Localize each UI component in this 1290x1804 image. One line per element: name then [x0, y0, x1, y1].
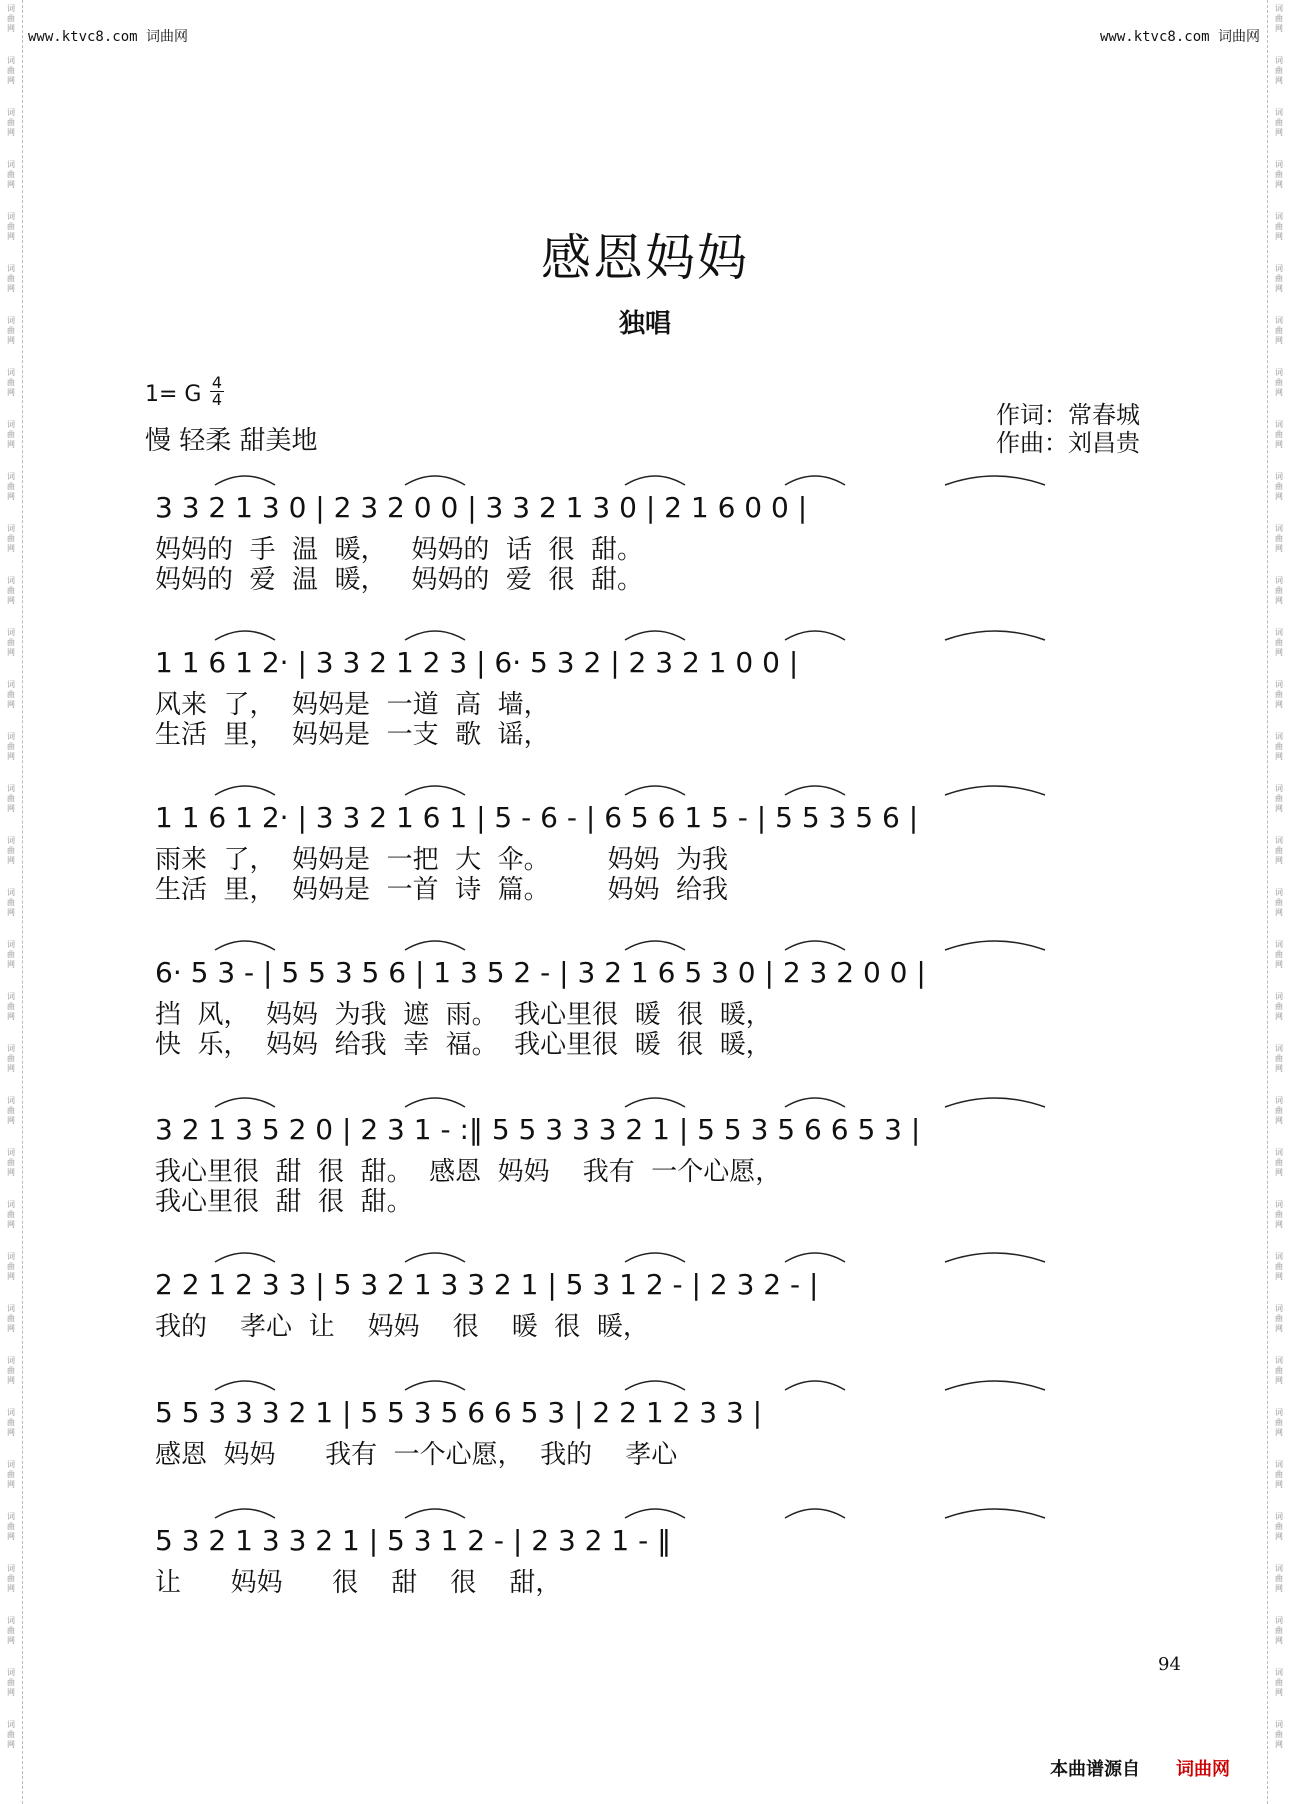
side-watermark-text: 词 曲 网	[7, 420, 15, 449]
side-watermark-text: 词 曲 网	[7, 4, 15, 33]
score-system	[145, 640, 1145, 750]
notation-text: 1 1 6 1 2· | 3 3 2 1 6 1 | 5 - 6 - | 6 5 6 1 5 - | 5 5 3 5 6 |	[155, 801, 919, 834]
slur-arc	[625, 1381, 685, 1390]
footer-source-text: 本曲谱源自	[1050, 1759, 1140, 1780]
slur-arc	[625, 941, 685, 950]
side-watermark-text: 词 曲 网	[1275, 1408, 1283, 1437]
lyric-line: 我的 孝心 让 妈妈 很 暖 很 暖，	[155, 1312, 649, 1342]
slur-marks	[145, 1089, 1145, 1109]
lyric-line: 挡 风， 妈妈 为我 遮 雨。 我心里很 暖 很 暖，	[155, 1000, 772, 1030]
slur-marks	[145, 777, 1145, 797]
notation-line	[145, 1390, 1145, 1440]
slur-arc	[405, 1098, 465, 1107]
notation-text: 3 2 1 3 5 2 0 | 2 3 1 - :‖ 5 5 3 3 3 2 1 | 5 5 3 5 6 6 5 3 |	[155, 1113, 921, 1146]
side-watermark-text: 词 曲 网	[1275, 1148, 1283, 1177]
time-signature-top: 4	[211, 373, 223, 392]
header-url-right: www.ktvc8.com 词曲网	[1099, 29, 1260, 45]
notation-text: 6· 5 3 - | 5 5 3 5 6 | 1 3 5 2 - | 3 2 1 6 5 3 0 | 2 3 2 0 0 |	[155, 956, 926, 989]
slur-arc	[945, 1253, 1045, 1262]
lyric-line: 雨来 了， 妈妈是 一把 大 伞。 妈妈 为我	[155, 845, 729, 875]
slur-arc	[215, 1381, 275, 1390]
side-watermark-text: 词 曲 网	[1275, 1304, 1283, 1333]
header-url-left: www.ktvc8.com 词曲网	[28, 29, 189, 45]
notation-text: 5 3 2 1 3 3 2 1 | 5 3 1 2 - | 2 3 2 1 - ‖	[155, 1524, 672, 1557]
slur-arc	[785, 476, 845, 485]
side-watermark-text: 词 曲 网	[1275, 4, 1283, 33]
slur-arc	[785, 631, 845, 640]
side-watermark-text: 词 曲 网	[1275, 1200, 1283, 1229]
footer-source	[1050, 1755, 1230, 1781]
slur-marks	[145, 1372, 1145, 1392]
slur-arc	[405, 1253, 465, 1262]
side-watermark-text: 词 曲 网	[1275, 108, 1283, 137]
slur-arc	[405, 631, 465, 640]
notation-text: 1 1 6 1 2· | 3 3 2 1 2 3 | 6· 5 3 2 | 2 3 2 1 0 0 |	[155, 646, 799, 679]
slur-arc	[625, 1098, 685, 1107]
lyric-line: 妈妈的 爱 温 暖， 妈妈的 爱 很 甜。	[155, 565, 643, 595]
side-watermark-text: 词 曲 网	[1275, 732, 1283, 761]
score-system	[145, 485, 1145, 595]
slur-arc	[405, 1509, 465, 1518]
side-watermark-text: 词 曲 网	[7, 108, 15, 137]
side-watermark-text: 词 曲 网	[1275, 316, 1283, 345]
notation-line	[145, 1518, 1145, 1568]
notation-line	[145, 950, 1145, 1000]
lyric-line: 我心里很 甜 很 甜。	[155, 1187, 413, 1217]
lyric-line: 生活 里， 妈妈是 一支 歌 谣，	[155, 720, 550, 750]
slur-arc	[945, 786, 1045, 795]
lyric-line: 让 妈妈 很 甜 很 甜，	[155, 1568, 562, 1598]
slur-arc	[785, 1253, 845, 1262]
slur-arc	[625, 786, 685, 795]
side-watermark-text: 词 曲 网	[1275, 680, 1283, 709]
lyric-line: 风来 了， 妈妈是 一道 高 墙，	[155, 690, 550, 720]
slur-arc	[625, 476, 685, 485]
side-watermark-text: 词 曲 网	[7, 1720, 15, 1749]
side-watermark-text: 词 曲 网	[1275, 368, 1283, 397]
slur-arc	[785, 941, 845, 950]
lyricist-credit: 作词：常春城	[996, 401, 1140, 429]
side-watermark-text: 词 曲 网	[7, 576, 15, 605]
side-watermark-text: 词 曲 网	[1275, 628, 1283, 657]
slur-arc	[785, 786, 845, 795]
score-system	[145, 950, 1145, 1060]
notation-text: 2 2 1 2 3 3 | 5 3 2 1 3 3 2 1 | 5 3 1 2 - | 2 3 2 - |	[155, 1268, 819, 1301]
side-watermark-text: 词 曲 网	[1275, 1512, 1283, 1541]
notation-text: 3 3 2 1 3 0 | 2 3 2 0 0 | 3 3 2 1 3 0 | 2 1 6 0 0 |	[155, 491, 808, 524]
slur-marks	[145, 622, 1145, 642]
slur-arc	[945, 1098, 1045, 1107]
side-watermark-text: 词 曲 网	[7, 316, 15, 345]
slur-arc	[405, 941, 465, 950]
side-watermark-text: 词 曲 网	[7, 680, 15, 709]
notation-line	[145, 1107, 1145, 1157]
footer-brand: 词曲网	[1176, 1759, 1230, 1780]
side-watermark-text: 词 曲 网	[1275, 160, 1283, 189]
slur-arc	[215, 1098, 275, 1107]
side-watermark-text: 词 曲 网	[7, 1564, 15, 1593]
slur-marks	[145, 1244, 1145, 1264]
side-watermark-text: 词 曲 网	[7, 1304, 15, 1333]
side-watermark-text: 词 曲 网	[7, 1460, 15, 1489]
notation-text: 5 5 3 3 3 2 1 | 5 5 3 5 6 6 5 3 | 2 2 1 2 3 3 |	[155, 1396, 763, 1429]
side-watermark-text: 词 曲 网	[7, 1408, 15, 1437]
score-system	[145, 795, 1145, 905]
notation-line	[145, 485, 1145, 535]
score-system	[145, 1262, 1145, 1342]
side-watermark-text: 词 曲 网	[1275, 576, 1283, 605]
side-watermark-text: 词 曲 网	[1275, 1720, 1283, 1749]
side-watermark-text: 词 曲 网	[1275, 888, 1283, 917]
side-watermark-text: 词 曲 网	[1275, 836, 1283, 865]
slur-marks	[145, 1500, 1145, 1520]
side-watermark-text: 词 曲 网	[1275, 472, 1283, 501]
slur-arc	[625, 1509, 685, 1518]
side-watermark-text: 词 曲 网	[7, 368, 15, 397]
side-watermark-text: 词 曲 网	[1275, 1460, 1283, 1489]
side-watermark-text: 词 曲 网	[1275, 1668, 1283, 1697]
side-watermark-text: 词 曲 网	[1275, 212, 1283, 241]
notation-line	[145, 1262, 1145, 1312]
side-watermark-text: 词 曲 网	[1275, 1356, 1283, 1385]
side-watermark-text: 词 曲 网	[7, 1668, 15, 1697]
lyric-line: 我心里很 甜 很 甜。 感恩 妈妈 我有 一个心愿，	[155, 1157, 782, 1187]
side-watermark-text: 词 曲 网	[7, 940, 15, 969]
notation-line	[145, 640, 1145, 690]
side-watermark-text: 词 曲 网	[7, 1096, 15, 1125]
score-system	[145, 1390, 1145, 1470]
slur-arc	[215, 786, 275, 795]
slur-arc	[405, 1381, 465, 1390]
side-watermark-text: 词 曲 网	[1275, 940, 1283, 969]
time-signature	[210, 375, 224, 408]
side-watermark-text: 词 曲 网	[7, 1252, 15, 1281]
side-watermark-text: 词 曲 网	[1275, 784, 1283, 813]
song-subtitle: 独唱	[618, 309, 671, 339]
slur-arc	[785, 1098, 845, 1107]
slur-arc	[945, 941, 1045, 950]
composer-credit: 作曲：刘昌贵	[996, 429, 1140, 457]
time-signature-bottom: 4	[211, 390, 223, 409]
slur-arc	[405, 786, 465, 795]
slur-marks	[145, 467, 1145, 487]
side-watermark-text: 词 曲 网	[7, 1200, 15, 1229]
lyric-line: 感恩 妈妈 我有 一个心愿， 我的 孝心	[155, 1440, 678, 1470]
slur-arc	[215, 476, 275, 485]
side-watermark-text: 词 曲 网	[7, 160, 15, 189]
side-watermark-text: 词 曲 网	[7, 472, 15, 501]
page-number: 94	[1158, 1654, 1181, 1675]
lyric-line: 生活 里， 妈妈是 一首 诗 篇。 妈妈 给我	[155, 875, 729, 905]
song-title: 感恩妈妈	[541, 229, 749, 287]
side-watermark-text: 词 曲 网	[1275, 56, 1283, 85]
side-watermark-text: 词 曲 网	[7, 1512, 15, 1541]
side-watermark-text: 词 曲 网	[7, 888, 15, 917]
slur-arc	[785, 1509, 845, 1518]
side-watermark-text: 词 曲 网	[7, 992, 15, 1021]
slur-arc	[945, 1509, 1045, 1518]
score-system	[145, 1107, 1145, 1217]
slur-arc	[215, 1253, 275, 1262]
slur-arc	[625, 631, 685, 640]
key-signature: 1= G	[145, 382, 202, 407]
slur-marks	[145, 932, 1145, 952]
side-watermark-text: 词 曲 网	[7, 264, 15, 293]
slur-arc	[945, 631, 1045, 640]
slur-arc	[405, 476, 465, 485]
slur-arc	[945, 476, 1045, 485]
side-watermark-text: 词 曲 网	[1275, 524, 1283, 553]
side-watermark-text: 词 曲 网	[7, 524, 15, 553]
slur-arc	[625, 1253, 685, 1262]
side-watermark-text: 词 曲 网	[7, 1616, 15, 1645]
slur-arc	[945, 1381, 1045, 1390]
side-watermark-text: 词 曲 网	[7, 1356, 15, 1385]
slur-arc	[785, 1381, 845, 1390]
side-watermark-text: 词 曲 网	[1275, 420, 1283, 449]
notation-line	[145, 795, 1145, 845]
lyric-line: 妈妈的 手 温 暖， 妈妈的 话 很 甜。	[155, 535, 643, 565]
side-watermark-text: 词 曲 网	[1275, 992, 1283, 1021]
slur-arc	[215, 941, 275, 950]
lyric-line: 快 乐， 妈妈 给我 幸 福。 我心里很 暖 很 暖，	[155, 1030, 772, 1060]
side-watermark-text: 词 曲 网	[7, 1044, 15, 1073]
side-watermark-text: 词 曲 网	[7, 1148, 15, 1177]
side-watermark-text: 词 曲 网	[1275, 264, 1283, 293]
side-watermark-text: 词 曲 网	[7, 784, 15, 813]
side-watermark-text: 词 曲 网	[7, 56, 15, 85]
side-watermark-text: 词 曲 网	[7, 732, 15, 761]
slur-arc	[215, 631, 275, 640]
side-watermark-text: 词 曲 网	[7, 628, 15, 657]
side-watermark-text: 词 曲 网	[1275, 1252, 1283, 1281]
slur-arc	[215, 1509, 275, 1518]
side-watermark-text: 词 曲 网	[1275, 1616, 1283, 1645]
side-watermark-text: 词 曲 网	[1275, 1096, 1283, 1125]
score-system	[145, 1518, 1145, 1598]
side-watermark-text: 词 曲 网	[1275, 1044, 1283, 1073]
side-watermark-text: 词 曲 网	[1275, 1564, 1283, 1593]
side-watermark-text: 词 曲 网	[7, 212, 15, 241]
side-watermark-text: 词 曲 网	[7, 836, 15, 865]
tempo-marking: 慢 轻柔 甜美地	[145, 426, 318, 456]
